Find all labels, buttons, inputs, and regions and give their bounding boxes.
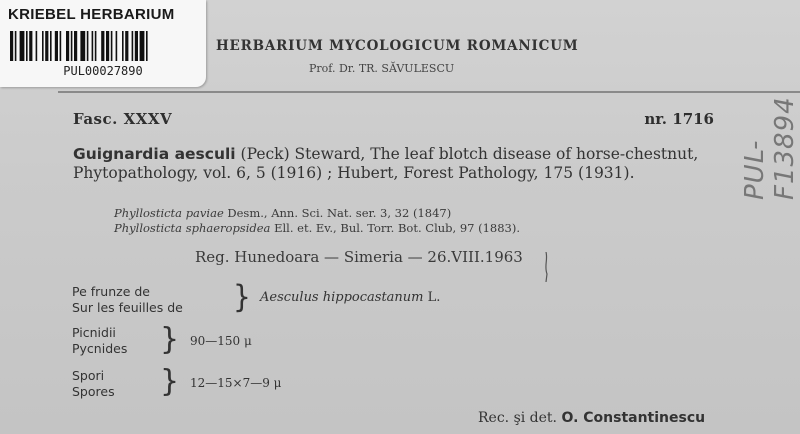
host-plant: [260, 290, 440, 305]
institution-title: HERBARIUM MYCOLOGICUM ROMANICUM: [216, 38, 579, 54]
host-label-fr: Sur les feuilles de: [72, 300, 183, 315]
barcode-graphic: [10, 31, 196, 61]
brace-icon: }: [160, 364, 180, 399]
brace-icon: }: [160, 322, 180, 357]
pycnidia-label-ro: Picnidii: [72, 325, 116, 340]
pencil-tick-mark: [543, 252, 549, 282]
synonym-line: [114, 206, 451, 220]
collector-line: [478, 410, 705, 426]
barcode-sticker: [0, 0, 206, 87]
synonym-reference: Ell. et. Ev., Bul. Torr. Bot. Club, 97 (1883).: [270, 221, 521, 235]
taxon-description: [73, 145, 718, 183]
collector-name: O. Constantinescu: [561, 410, 706, 426]
spores-size: 12—15×7—9 μ: [190, 376, 282, 390]
brace-icon: }: [233, 278, 251, 315]
fascicle-label: Fasc. XXXV: [73, 110, 173, 128]
taxon-name: Guignardia aesculi: [73, 145, 236, 163]
locality-line: Reg. Hunedoara — Simeria — 26.VIII.1963: [195, 248, 523, 266]
pycnidia-size: 90—150 μ: [190, 334, 252, 348]
taxon-citation: (Peck) Steward, The leaf blotch disease of horse-chestnut, Phytopathology, vol. 6, 5 (1916) ; Hubert, Forest Pathology, 175 (1931).: [73, 145, 699, 182]
synonym-name: Phyllosticta sphaeropsidea: [114, 221, 271, 235]
handwritten-accession-number: PUL-F13894: [740, 96, 800, 200]
spores-label-ro: Spori: [72, 368, 105, 383]
synonym-line: [114, 221, 520, 235]
spores-label-fr: Spores: [72, 384, 115, 399]
host-label-ro: Pe frunze de: [72, 284, 150, 299]
header-divider: [58, 91, 800, 93]
host-author: L.: [423, 290, 441, 305]
pycnidia-label-fr: Pycnides: [72, 341, 128, 356]
synonym-name: Phyllosticta paviae: [114, 206, 224, 220]
host-species: Aesculus hippocastanum: [260, 290, 424, 305]
collector-prefix: Rec. şi det.: [478, 410, 558, 426]
barcode-number: PUL00027890: [63, 64, 143, 78]
director-line: Prof. Dr. TR. SĂVULESCU: [309, 62, 455, 75]
sticker-title: KRIEBEL HERBARIUM: [8, 6, 175, 23]
synonym-reference: Desm., Ann. Sci. Nat. ser. 3, 32 (1847): [223, 206, 452, 220]
specimen-number: nr. 1716: [644, 110, 714, 128]
